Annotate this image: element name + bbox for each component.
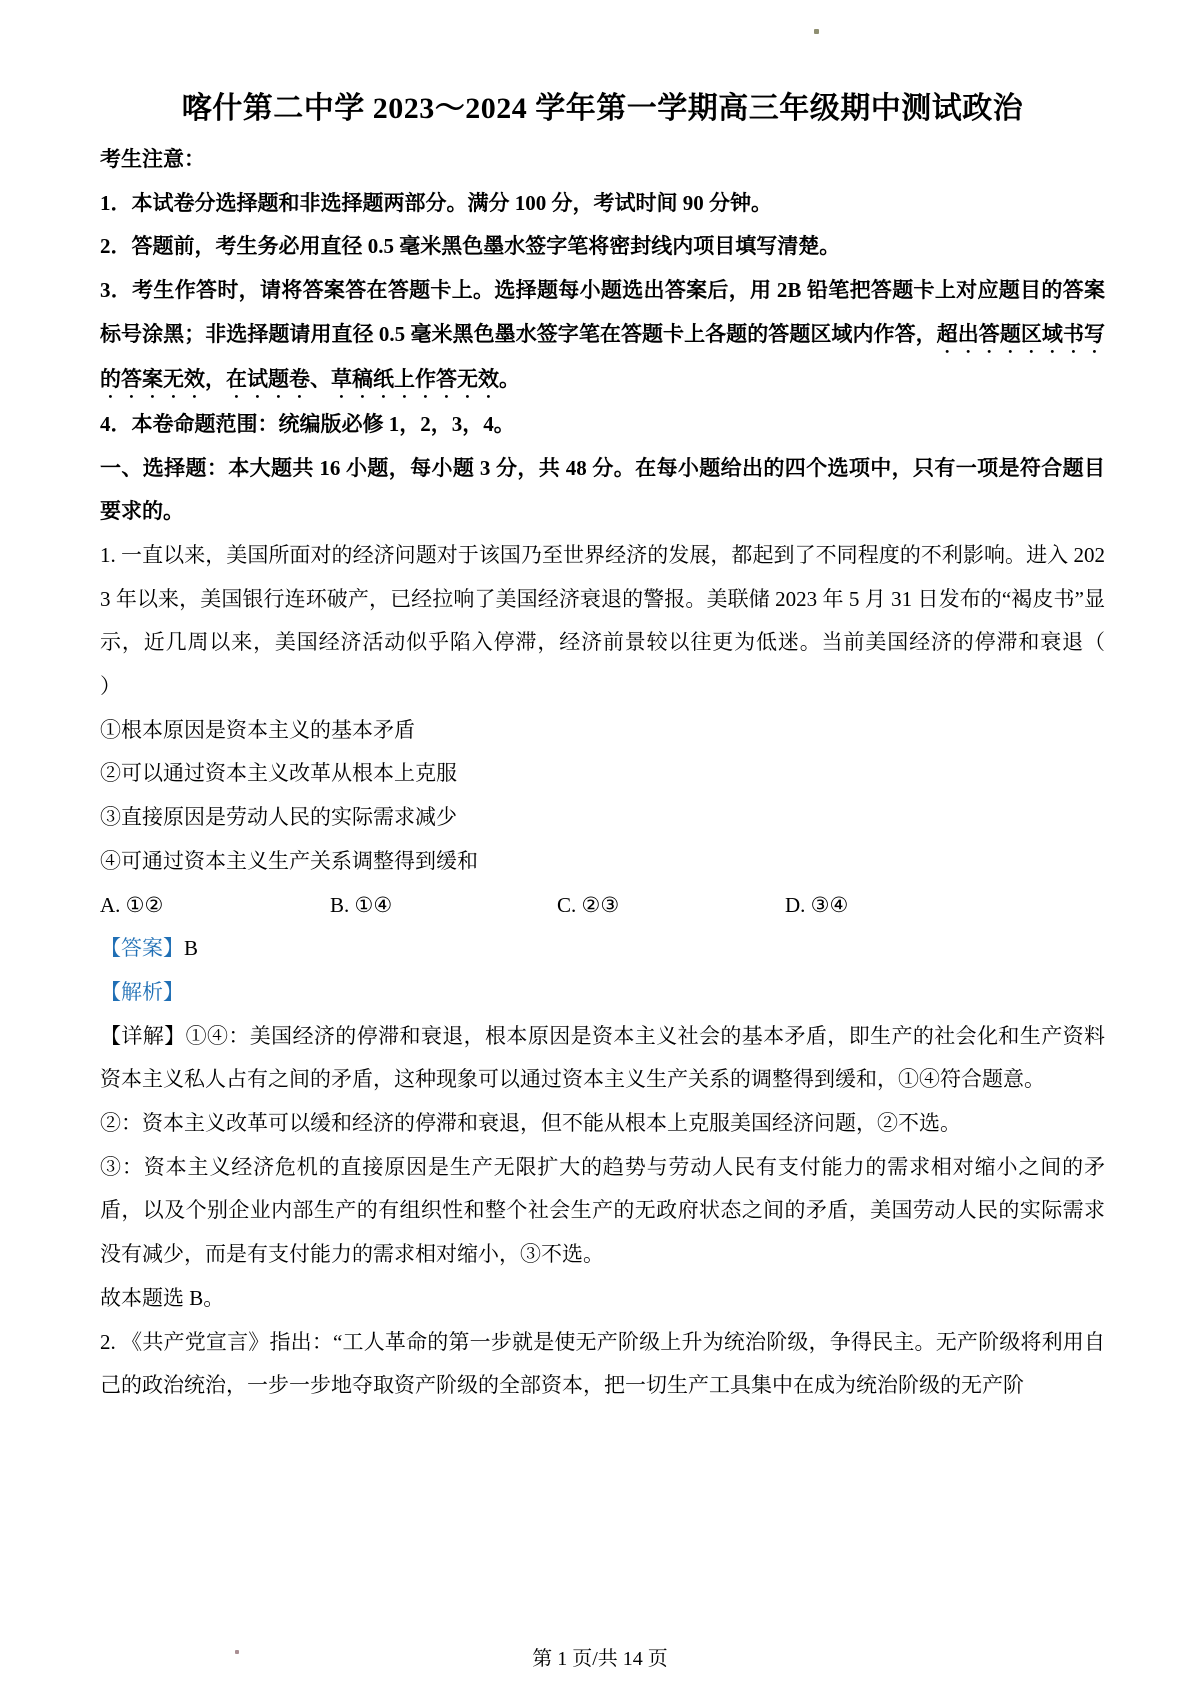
question-1-explanation-paragraph: 【详解】①④：美国经济的停滞和衰退，根本原因是资本主义社会的基本矛盾，即生产的社会化和生产资料资本主义私人占有之间的矛盾，这种现象可以通过资本主义生产关系的调整得到缓和，①④符合题意。 <box>100 1023 1105 1092</box>
question-1-option-d: D. ③④ <box>785 892 849 917</box>
notice-item-3-emphasized-text: 超出答题区域书写的答案无效，在试题卷、草稿纸上作答无效。 <box>100 321 1106 391</box>
question-1-option-a: A. ①② <box>100 892 164 917</box>
question-1-statement-1: ①根本原因是资本主义的基本矛盾 <box>100 717 415 742</box>
question-1-option-b: B. ①④ <box>330 892 393 917</box>
analysis-label: 【解析】 <box>100 979 184 1004</box>
question-1-explanation-conclusion: 故本题选 B。 <box>100 1285 225 1310</box>
notice-item-1: 1．本试卷分选择题和非选择题两部分。满分 100 分，考试时间 90 分钟。 <box>100 190 772 215</box>
notice-item-3 <box>100 269 1105 403</box>
question-1-statement-2: ②可以通过资本主义改革从根本上克服 <box>100 761 457 786</box>
notice-item-3-text: 3．考生作答时，请将答案答在答题卡上。选择题每小题选出答案后，用 2B 铅笔把答题卡上对应题目的答案标号涂黑；非选择题请用直径 0.5 毫米黑色墨水签字笔在答题卡上各题的答题区域内作答， <box>100 278 1105 346</box>
answer-label: 【答案】 <box>100 936 184 961</box>
question-1-explanation-paragraph: ③：资本主义经济危机的直接原因是生产无限扩大的趋势与劳动人民有支付能力的需求相对缩小之间的矛盾，以及个别企业内部生产的有组织性和整个社会生产的无政府状态之间的矛盾，美国劳动人民的实际需求没有减少，而是有支付能力的需求相对缩小，③不选。 <box>100 1154 1105 1267</box>
question-1-options-row <box>100 884 1105 928</box>
question-1-statement-3: ③直接原因是劳动人民的实际需求减少 <box>100 805 457 830</box>
notice-item-2: 2．答题前，考生务必用直径 0.5 毫米黑色墨水签字笔将密封线内项目填写清楚。 <box>100 234 841 259</box>
question-1-statement-4: ④可通过资本主义生产关系调整得到缓和 <box>100 848 478 873</box>
notice-heading: 考生注意： <box>100 147 205 171</box>
notice-item-4: 4．本卷命题范围：统编版必修 1，2，3，4。 <box>100 411 515 436</box>
exam-content <box>100 85 1147 1408</box>
page-footer: 第 1 页/共 14 页 <box>532 1648 668 1670</box>
exam-title: 喀什第二中学 2023～2024 学年第一学期高三年级期中测试政治 <box>181 92 1024 125</box>
question-1-option-c: C. ②③ <box>557 892 620 917</box>
question-1-stem: 1. 一直以来，美国所面对的经济问题对于该国乃至世界经济的发展，都起到了不同程度的不利影响。进入 2023 年以来，美国银行连环破产，已经拉响了美国经济衰退的警报。美联储 2023 年 5 月 31 日发布的“褐皮书”显示，近几周以来，美国经济活动似乎陷入停滞，经济前景较以往更为低迷。当前美国经济的停滞和衰退（ ） <box>100 542 1147 699</box>
section-header-multiple-choice: 一、选择题：本大题共 16 小题，每小题 3 分，共 48 分。在每小题给出的四个选项中，只有一项是符合题目要求的。 <box>100 455 1105 524</box>
question-2-stem: 2. 《共产党宣言》指出：“工人革命的第一步就是使无产阶级上升为统治阶级，争得民主。无产阶级将利用自己的政治统治，一步一步地夺取资产阶级的全部资本，把一切生产工具集中在成为统治阶级的无产阶 <box>100 1329 1105 1398</box>
scan-artifact-dot <box>814 29 819 34</box>
answer-value: B <box>184 936 199 961</box>
question-1-analysis-line <box>100 971 1105 1015</box>
question-1-explanation-paragraph: ②：资本主义改革可以缓和经济的停滞和衰退，但不能从根本上克服美国经济问题，②不选。 <box>100 1111 961 1136</box>
question-1-answer-line <box>100 927 1105 971</box>
